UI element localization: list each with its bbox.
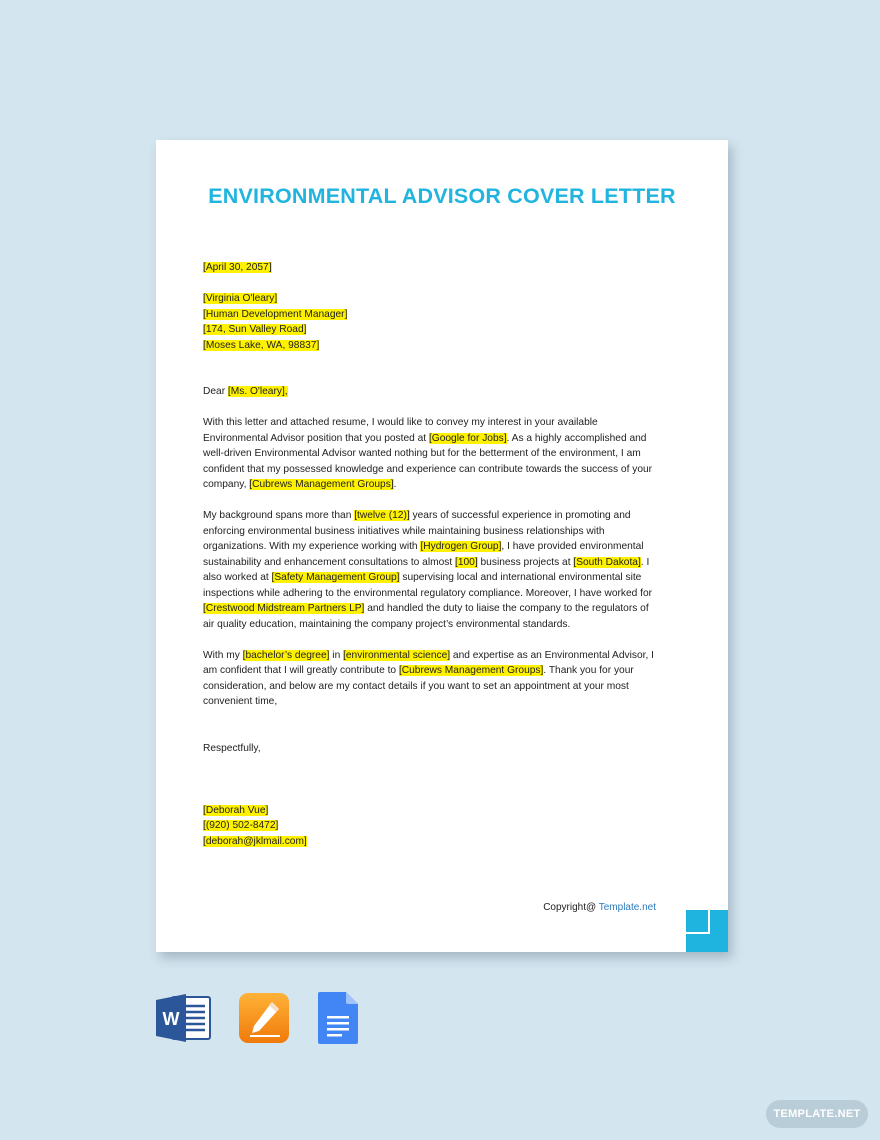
paragraph-2 [203,508,655,632]
paragraph-1 [203,415,655,493]
p2-text-1: My background spans more than [203,510,355,521]
template-net-watermark: TEMPLATE.NET [766,1100,868,1128]
p3-text-4: . Thank you for your consideration, and below are my contact details if you want to set an appointment at your most convenient time, [203,665,634,707]
p2-highlight-3: [100] [455,556,478,568]
p3-highlight-2: [environmental science] [343,649,451,661]
copyright-brand: Template.net [598,902,656,913]
p3-highlight-3: [Cubrews Management Groups] [398,665,544,676]
recipient-address-line-1: [174, Sun Valley Road] [203,324,307,335]
p1-text-2: . As a highly accomplished and well-driven Environmental Advisor wanted nothing but for the betterment of the environment, I am confident that my possessed knowledge and experience can contribute towards the success of your company, [203,432,653,490]
apple-pages-icon[interactable] [238,992,290,1044]
word-letter: W [162,1009,180,1029]
p2-text-6: supervising local and international environmental site inspections while adhering to the environmental regulatory compliance. Moreover, I have worked for [203,572,653,599]
sender-name: [Deborah Vue] [203,804,269,816]
p1-text-3: . [393,479,397,490]
p3-text-1: With my [203,649,243,661]
p3-highlight-1: [bachelor’s degree] [242,649,330,661]
recipient-name: [Virginia O'leary] [203,293,278,304]
p2-text-5: . I also worked at [203,556,650,583]
microsoft-word-icon[interactable] [156,992,212,1044]
corner-decoration [686,910,728,952]
p2-highlight-2: [Hydrogen Group] [420,541,502,552]
p2-highlight-5: [Safety Management Group] [271,572,400,583]
p3-text-3: and expertise as an Environmental Advisor, I am confident that I will greatly contribute to [203,649,654,676]
salutation-name: [Ms. O'leary], [227,386,288,397]
sender-email: [deborah@jklmail.com] [203,835,307,847]
recipient-position: [Human Development Manager] [203,308,348,320]
letter-body [203,260,655,849]
closing: Respectfully, [203,742,261,754]
document-title: ENVIRONMENTAL ADVISOR COVER LETTER [208,184,676,208]
p1-text-1: With this letter and attached resume, I would like to convey my interest in your available Environmental Advisor position that you posted at [203,417,598,444]
p1-highlight-2: [Cubrews Management Groups] [249,479,394,490]
p2-text-3: , I have provided environmental sustainability and enhancement consultations to almost [203,541,644,568]
copyright-prefix: Copyright@ [543,902,599,913]
recipient-address-line-2: [Moses Lake, WA, 98837] [203,339,320,351]
p2-text-7: and handled the duty to liaise the company to the regulators of air quality education, maintaining the company project’s environmental standards. [203,603,649,630]
p2-highlight-4: [South Dakota] [573,556,641,568]
date-placeholder: [April 30, 2057] [203,262,272,273]
salutation [203,384,655,400]
p2-highlight-1: [twelve (12)] [354,510,410,521]
copyright-notice [543,902,656,913]
sender-phone: [(920) 502-8472] [203,820,279,831]
paragraph-3 [203,648,655,710]
letter-date [203,260,655,276]
salutation-prefix: Dear [203,386,228,397]
p2-highlight-6: [Crestwood Midstream Partners LP] [203,603,365,614]
p1-highlight-1: [Google for Jobs] [428,432,507,444]
document-page [156,140,728,952]
google-docs-icon[interactable] [318,992,358,1044]
p3-text-2: in [329,649,344,661]
p2-text-4: business projects at [477,556,574,568]
p2-text-2: years of successful experience in promoting and enforcing environmental business initiatives while maintaining business relationships with organizations. With my experience working with [203,510,631,552]
